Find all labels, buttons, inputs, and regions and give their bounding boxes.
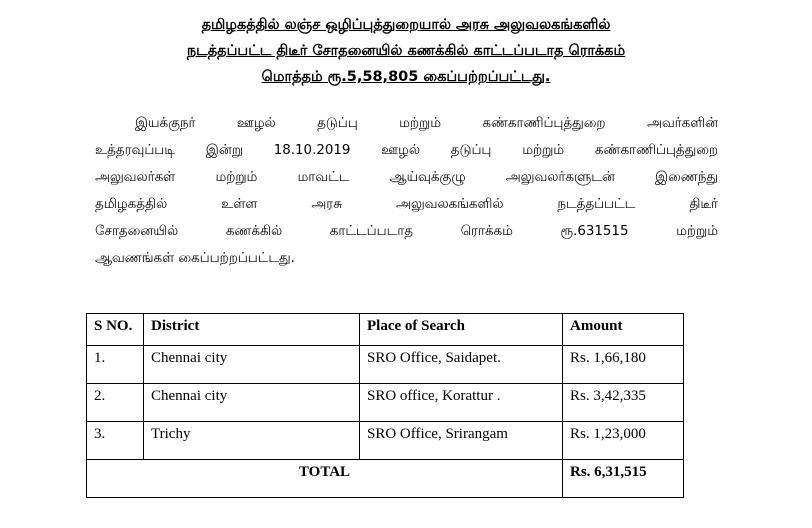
- table-row: [87, 384, 684, 422]
- body-line: அலுவலர்கள் மற்றும் மாவட்ட ஆய்வுக்குழு அலுவலர்களுடன் இணைந்து: [95, 170, 718, 185]
- cell-amount: Rs. 1,23,000: [563, 422, 684, 460]
- cell-district: Chennai city: [144, 384, 360, 422]
- cell-place: SRO Office, Saidapet.: [360, 346, 563, 384]
- header-amount: Amount: [563, 314, 684, 346]
- header-district: District: [144, 314, 360, 346]
- total-label: TOTAL: [87, 460, 563, 498]
- heading-line-1: தமிழகத்தில் லஞ்ச ஒழிப்புத்துறையால் அரசு அலுவலகங்களில்: [201, 17, 611, 33]
- header-sno: S NO.: [87, 314, 144, 346]
- table-row: [87, 346, 684, 384]
- cell-amount: Rs. 3,42,335: [563, 384, 684, 422]
- body-line: உத்தரவுப்படி இன்று 18.10.2019 ஊழல் தடுப்பு மற்றும் கண்காணிப்புத்துறை: [95, 143, 718, 158]
- press-release-body: [95, 110, 718, 272]
- body-line: இயக்குநர் ஊழல் தடுப்பு மற்றும் கண்காணிப்புத்துறை அவர்களின்: [135, 116, 718, 131]
- heading-line-2: நடத்தப்பட்ட திடீர் சோதனையில் கணக்கில் காட்டப்படாத ரொக்கம்: [186, 43, 626, 59]
- header-place: Place of Search: [360, 314, 563, 346]
- cell-district: Chennai city: [144, 346, 360, 384]
- cell-sno: 3.: [87, 422, 144, 460]
- body-line: சோதனையில் கணக்கில் காட்டப்படாத ரொக்கம் ரூ.631515 மற்றும்: [95, 224, 718, 239]
- press-release-heading: [100, 12, 712, 90]
- table-header-row: [87, 314, 684, 346]
- total-value: Rs. 6,31,515: [563, 460, 684, 498]
- heading-line-3: மொத்தம் ரூ.5,58,805 கைப்பற்றப்பட்டது.: [261, 69, 551, 85]
- cell-place: SRO Office, Srirangam: [360, 422, 563, 460]
- cell-amount: Rs. 1,66,180: [563, 346, 684, 384]
- body-line: தமிழகத்தில் உள்ள அரசு அலுவலகங்களில் நடத்தப்பட்ட திடீர்: [95, 197, 718, 212]
- body-line: ஆவணங்கள் கைப்பற்றப்பட்டது.: [95, 251, 295, 266]
- cell-place: SRO office, Korattur .: [360, 384, 563, 422]
- seizure-table: [86, 313, 684, 498]
- cell-district: Trichy: [144, 422, 360, 460]
- cell-sno: 1.: [87, 346, 144, 384]
- cell-sno: 2.: [87, 384, 144, 422]
- table-total-row: [87, 460, 684, 498]
- table-row: [87, 422, 684, 460]
